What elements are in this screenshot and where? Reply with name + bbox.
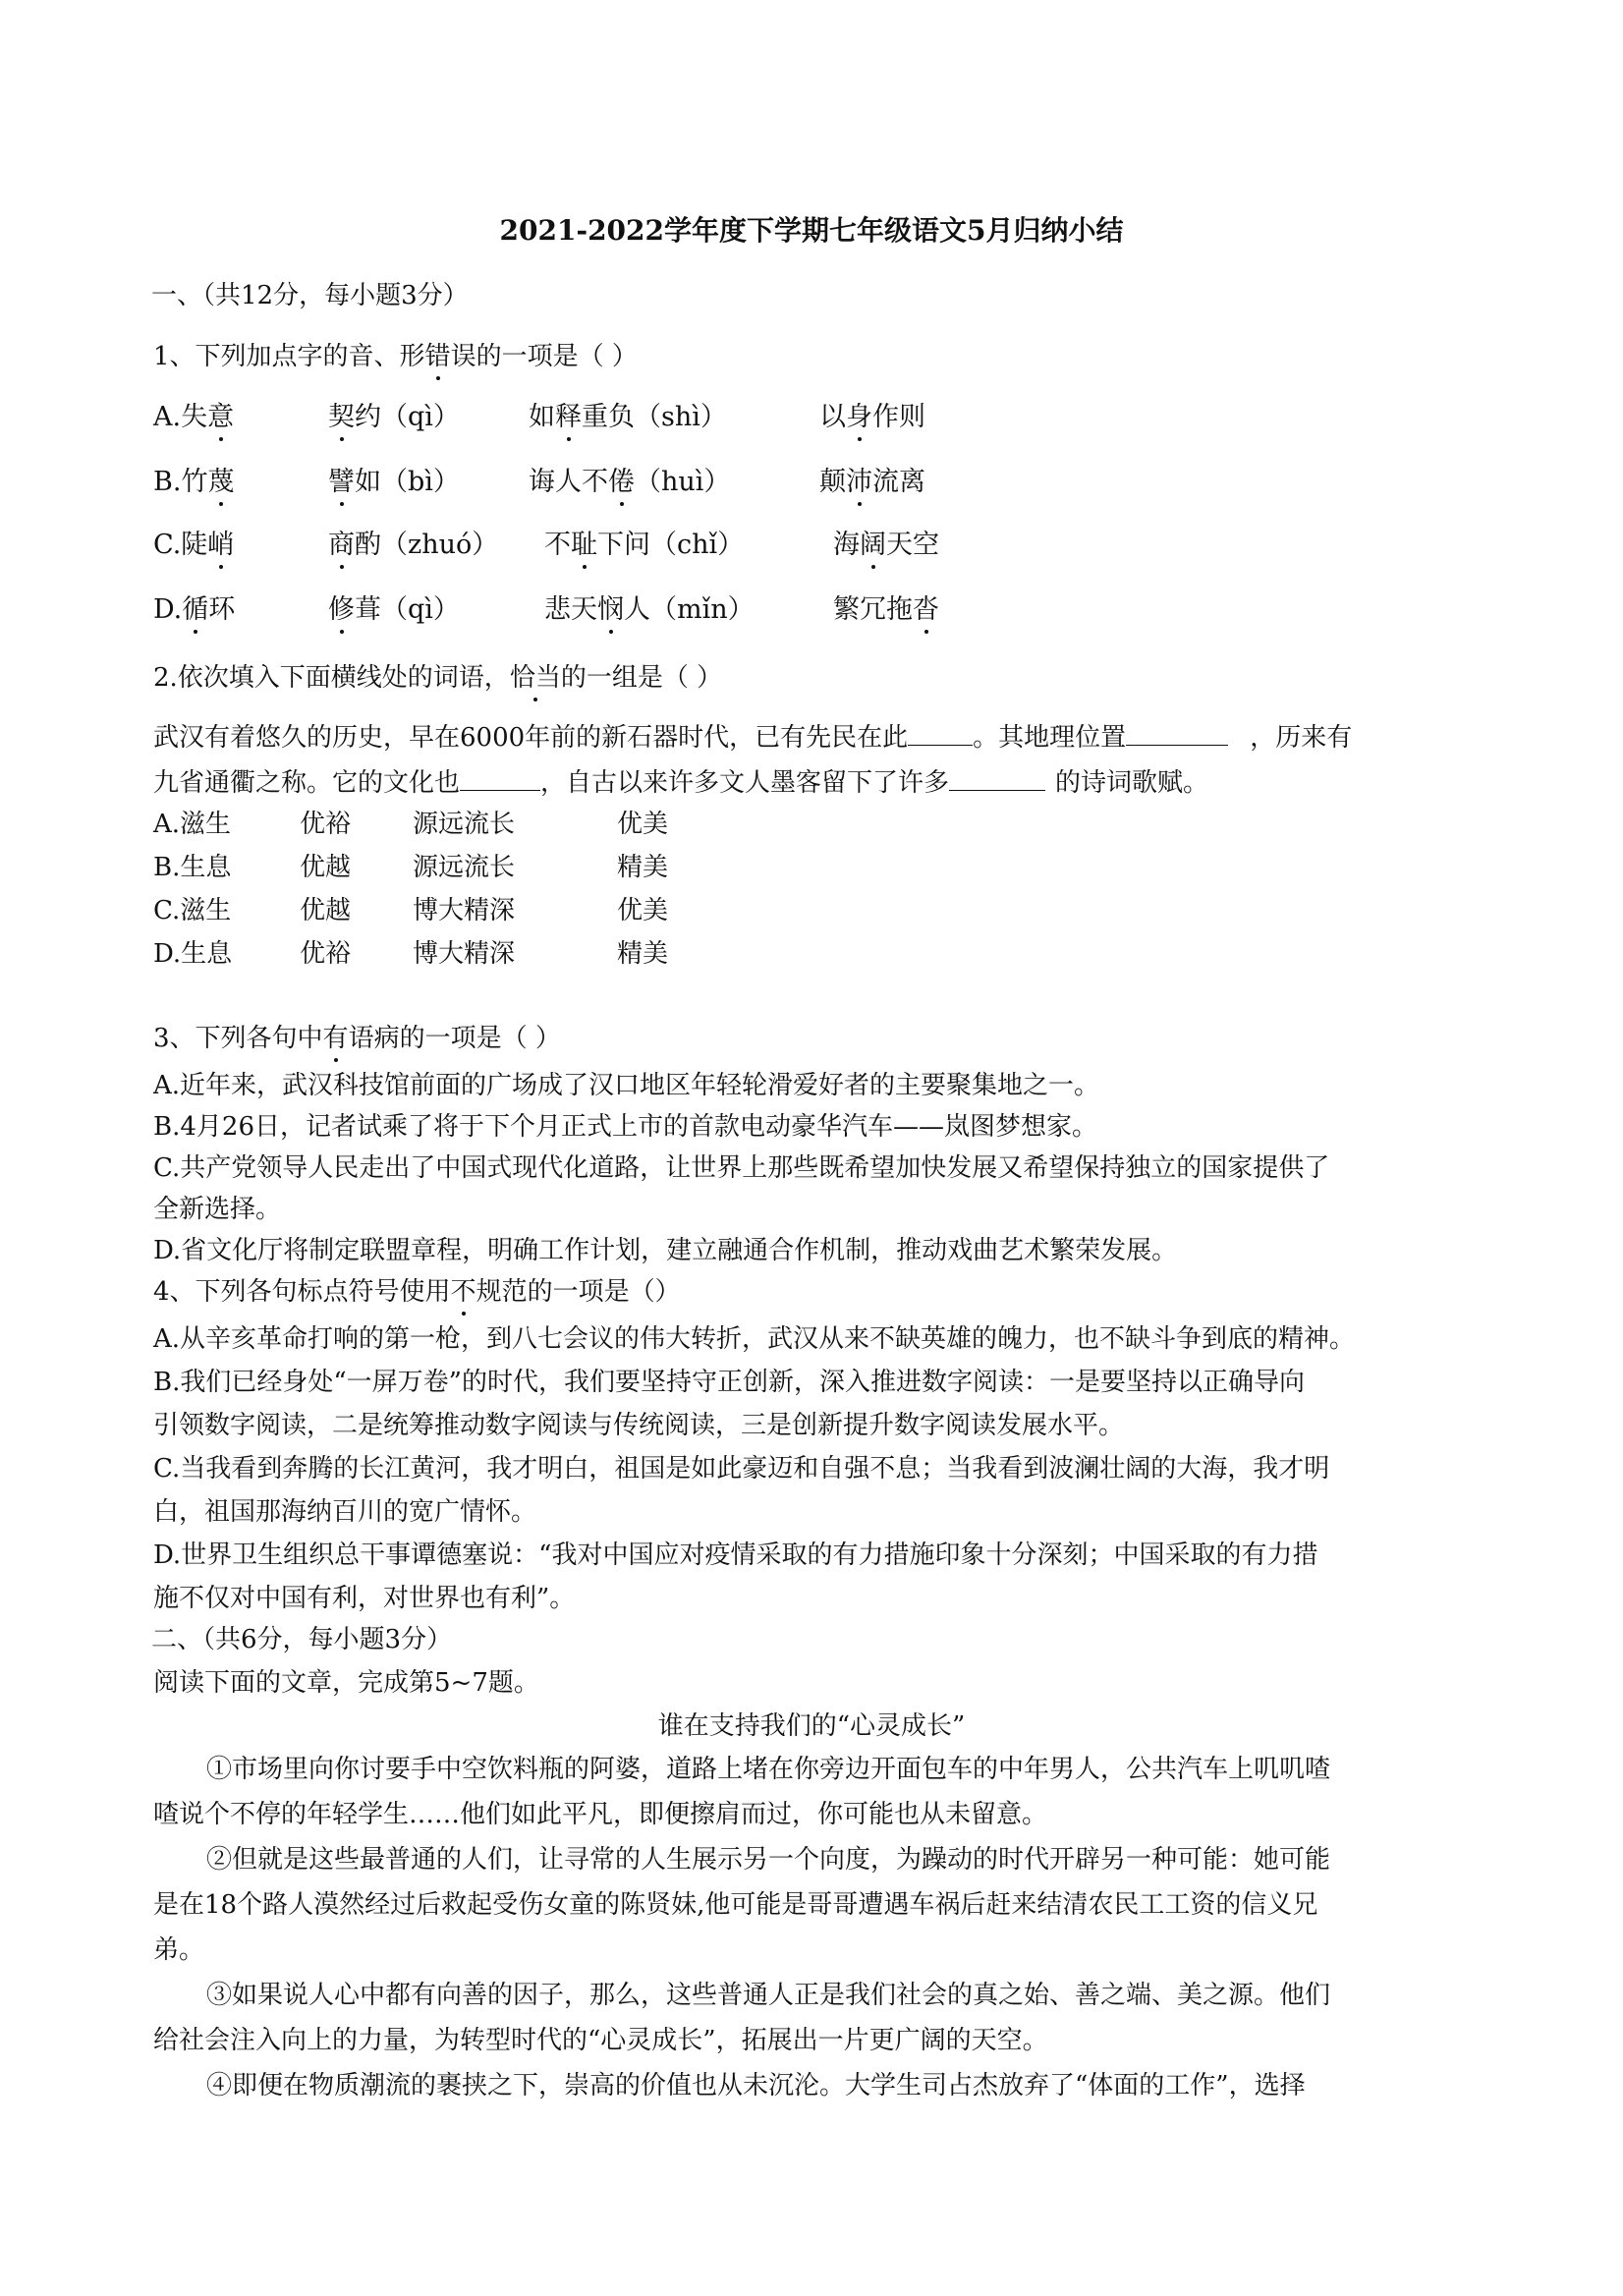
emphasis-dot-chars: 恰当 [509,663,561,693]
q2-option-d-col4: 精美 [617,939,669,969]
q4-option-a[interactable]: A.从辛亥革命打响的第一枪，到八七会议的伟大转折，武汉从来不缺英雄的魄力，也不缺斗争到底的精神。 [153,1324,1356,1354]
question-3-stem: 3、下列各句中有语病的一项是（ ） [153,1024,561,1053]
emphasis-dot-char: 错 [424,342,451,371]
q1-option-a-word3: 如释重负（shì） [529,402,727,432]
question-2-passage-line-2: 九省通衢之称。它的文化也 ，自古以来许多文人墨客留下了许多 的诗词歌赋。 [153,768,1209,798]
question-1-stem: 1、下列加点字的音、形错误的一项是（ ） [153,342,638,371]
q2-option-c-col4: 优美 [617,896,669,925]
q4-option-c-line-2: 白，祖国那海纳百川的宽广情怀。 [153,1497,537,1527]
fill-blank-3[interactable] [460,768,540,791]
emphasis-dot-char: 有 [322,1024,349,1053]
q2-option-b[interactable]: B.生息 [153,853,232,882]
q4-option-b-line-2: 引领数字阅读，二是统筹推动数字阅读与传统阅读，三是创新提升数字阅读发展水平。 [153,1411,1125,1440]
q4-option-b-line-1[interactable]: B.我们已经身处“一屏万卷”的时代，我们要坚持守正创新，深入推进数字阅读：一是要坚持以正确导向 [153,1368,1305,1397]
q2-option-c-col2: 优越 [300,896,352,925]
fill-blank-2[interactable] [1126,723,1228,746]
q1-option-c[interactable]: C.陡峭 [153,530,235,560]
q2-option-c[interactable]: C.滋生 [153,896,232,925]
section-one-heading: 一、（共12分，每小题3分） [151,281,469,310]
q2-option-b-col2: 优越 [300,853,352,882]
fill-blank-4[interactable] [949,768,1045,791]
q4-option-d-line-2: 施不仅对中国有利，对世界也有利”。 [153,1584,576,1613]
section-two-intro: 阅读下面的文章，完成第5~7题。 [153,1668,539,1698]
article-paragraph-4-line-1: ④即便在物质潮流的裹挟之下，崇高的价值也从未沉沦。大学生司占杰放弃了“体面的工作”，选择 [206,2071,1306,2100]
question-2-stem: 2.依次填入下面横线处的词语，恰当的一组是（ ） [153,663,723,693]
q1-option-d-word4: 繁冗拖沓 [833,594,939,625]
article-paragraph-2-line-3: 弟。 [153,1935,205,1965]
q3-option-c-line-2: 全新选择。 [153,1195,282,1224]
q1-option-d-word3: 悲天悯人（mǐn） [544,594,755,625]
q1-option-b-word4: 颠沛流离 [819,467,925,497]
q2-option-a[interactable]: A.滋生 [153,810,232,839]
q3-option-d[interactable]: D.省文化厅将制定联盟章程，明确工作计划，建立融通合作机制，推动戏曲艺术繁荣发展。 [153,1236,1178,1265]
q2-option-d-col3: 博大精深 [413,939,516,969]
q1-option-b[interactable]: B.竹蔑 [153,467,235,497]
q1-option-a-word2: 契约（qì） [328,402,460,432]
article-title: 谁在支持我们的“心灵成长” [657,1711,966,1741]
q1-option-d[interactable]: D.循环 [153,594,236,625]
q2-option-b-col4: 精美 [617,853,669,882]
question-2-passage-line-1: 武汉有着悠久的历史，早在6000年前的新石器时代，已有先民在此 。其地理位置 ，历来有 [153,723,1353,753]
q1-option-c-word4: 海阔天空 [833,530,939,560]
article-paragraph-3-line-2: 给社会注入向上的力量，为转型时代的“心灵成长”，拓展出一片更广阔的天空。 [153,2026,1048,2055]
article-paragraph-1-line-1: ①市场里向你讨要手中空饮料瓶的阿婆，道路上堵在你旁边开面包车的中年男人，公共汽车上叽叽喳 [206,1755,1331,1784]
q2-option-b-col3: 源远流长 [413,853,516,882]
q2-option-a-col3: 源远流长 [413,810,516,839]
page-title: 2021-2022学年度下学期七年级语文5月归纳小结 [499,214,1124,247]
q2-option-d[interactable]: D.生息 [153,939,233,969]
q1-option-b-word3: 诲人不倦（huì） [529,467,731,497]
q3-option-c-line-1[interactable]: C.共产党领导人民走出了中国式现代化道路，让世界上那些既希望加快发展又希望保持独立的国家提供了 [153,1153,1330,1183]
q3-option-b[interactable]: B.4月26日，记者试乘了将于下个月正式上市的首款电动豪华汽车——岚图梦想家。 [153,1112,1097,1142]
emphasis-dot-char: 不 [450,1277,476,1307]
section-two-heading: 二、（共6分，每小题3分） [151,1625,453,1654]
q4-option-c-line-1[interactable]: C.当我看到奔腾的长江黄河，我才明白，祖国是如此豪迈和自强不息；当我看到波澜壮阔的大海，我才明 [153,1454,1330,1484]
q3-option-a[interactable]: A.近年来，武汉科技馆前面的广场成了汉口地区年轻轮滑爱好者的主要聚集地之一。 [153,1071,1100,1100]
q1-option-c-word3: 不耻下问（chǐ） [544,530,745,560]
fill-blank-1[interactable] [908,723,973,746]
q1-option-b-word2: 譬如（bì） [328,467,460,497]
article-paragraph-2-line-2: 是在18个路人漠然经过后救起受伤女童的陈贤妹,他可能是哥哥遭遇车祸后赶来结清农民工工资的信义兄 [153,1890,1318,1920]
question-4-stem: 4、下列各句标点符号使用不规范的一项是（） [153,1277,681,1307]
q1-option-a-word4: 以身作则 [819,402,925,432]
q1-option-a[interactable]: A.失意 [153,402,235,432]
article-paragraph-2-line-1: ②但就是这些最普通的人们，让寻常的人生展示另一个向度，为躁动的时代开辟另一种可能：她可能 [206,1845,1331,1875]
q2-option-c-col3: 博大精深 [413,896,516,925]
q2-option-d-col2: 优裕 [300,939,352,969]
article-paragraph-1-line-2: 喳说个不停的年轻学生……他们如此平凡，即便擦肩而过，你可能也从未留意。 [153,1800,1048,1829]
q2-option-a-col4: 优美 [617,810,669,839]
q1-option-d-word2: 修葺（qì） [328,594,460,625]
article-paragraph-3-line-1: ③如果说人心中都有向善的因子，那么，这些普通人正是我们社会的真之始、善之端、美之源。他们 [206,1981,1331,2010]
q4-option-d-line-1[interactable]: D.世界卫生组织总干事谭德塞说：“我对中国应对疫情采取的有力措施印象十分深刻；中国采取的有力措 [153,1540,1318,1570]
q2-option-a-col2: 优裕 [300,810,352,839]
q1-option-c-word2: 商酌（zhuó） [328,530,499,560]
